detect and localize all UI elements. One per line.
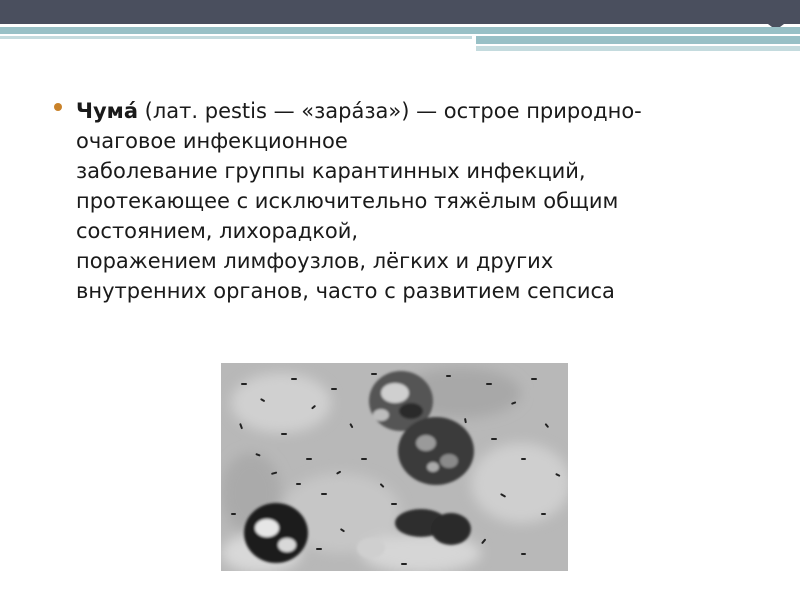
text-line-4: протекающее с исключительно тяжёлым общим	[76, 189, 619, 213]
header-teal-bar	[0, 27, 800, 34]
slide-header-decoration	[0, 0, 800, 60]
slide-content	[52, 96, 752, 306]
text-line-1	[76, 96, 752, 126]
text-line-7: внутренних органов, часто с развитием сепсиса	[76, 279, 615, 303]
header-teal-bar-right	[476, 36, 800, 44]
text-line-3: заболевание группы карантинных инфекций,	[76, 159, 586, 183]
definition-paragraph	[52, 96, 752, 306]
header-light-bar-right	[476, 46, 800, 51]
bullet-icon	[54, 103, 62, 111]
line1-text: (лат. pestis — «зара́за») — острое природно-	[138, 99, 642, 123]
text-line-2: очаговое инфекционное	[76, 129, 348, 153]
header-dark-bar	[0, 0, 800, 24]
micrograph-image	[221, 363, 568, 571]
term-word: Чума́	[76, 99, 138, 123]
text-line-5: состоянием, лихорадкой,	[76, 219, 359, 243]
header-thin-bar-left	[0, 36, 472, 39]
micrograph-svg	[221, 363, 568, 571]
text-line-6: поражением лимфоузлов, лёгких и других	[76, 249, 554, 273]
